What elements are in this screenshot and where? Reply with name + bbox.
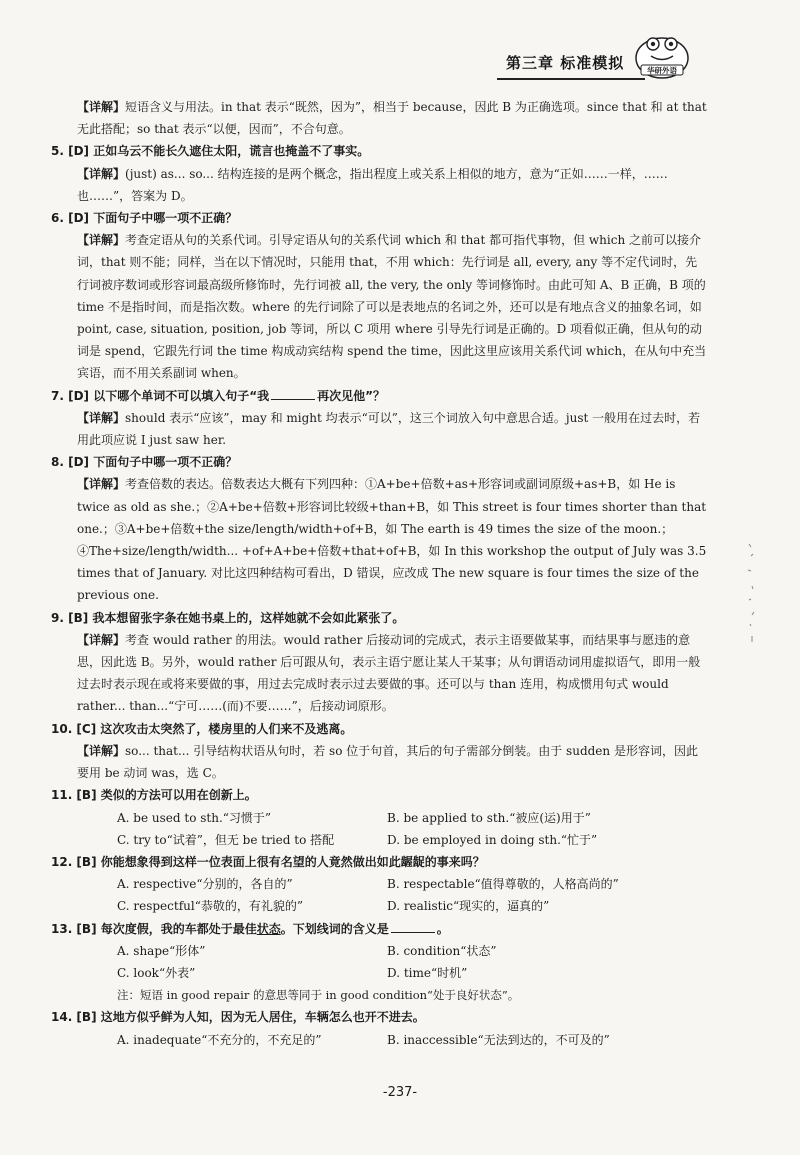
option-row: [55, 940, 707, 962]
option-b: B. be applied to sth.“被应(运)用于”: [387, 810, 591, 825]
logo-text: 华研外语: [647, 66, 677, 75]
fill-blank: [391, 920, 435, 933]
header-rule: [497, 78, 645, 80]
detail-text: 考查 would rather 的用法。would rather 后接动词的完成式，表示主语要做某事，而结果事与愿违的意思，因此选 B。另外，would rather 后可跟从句，表示主语宁愿让某人干某事；从句谓语动词用虚拟语气，即用一般过去时表示现在或将来要做的事，用过去完成时表示过去要做的事。还可以与 than 连用，构成惯用句式 would rather... than...“宁可……(而)不要……”，后接动词原形。: [77, 632, 701, 714]
detail-tag: 【详解】: [77, 100, 126, 114]
detail-paragraph-7: [55, 407, 707, 451]
publisher-logo-icon: [633, 30, 691, 82]
note-13: 注：短语 in good repair 的意思等同于 in good condition“处于良好状态”。: [117, 988, 520, 1003]
underlined-word: 状态: [256, 921, 281, 936]
option-row: [55, 962, 707, 984]
detail-tag: 【详解】: [77, 632, 126, 647]
item-head-6: 6. [D] 下面句子中哪一项不正确？: [51, 211, 238, 226]
option-c: C. look“外表”: [117, 965, 196, 980]
item-head-7-pre: 7. [D] 以下哪个单词不可以填入句子“我: [51, 388, 270, 403]
page-number: -237-: [382, 1085, 418, 1100]
option-a: A. respective“分别的，各自的”: [117, 877, 293, 892]
detail-paragraph-8: [55, 473, 707, 606]
item-head-11: 11. [B] 类似的方法可以用在创新上。: [51, 788, 257, 803]
option-row: [55, 873, 707, 895]
margin-scribble-marks: [743, 540, 761, 650]
detail-tag: 【详解】: [77, 233, 126, 248]
detail-tag: 【详解】: [77, 743, 126, 758]
detail-paragraph-9: [55, 629, 707, 718]
detail-text: 短语含义与用法。in that 表示“既然，因为”，相当于 because，因此 B 为正确选项。since that 和 at that 无此搭配；so that 表示“以便，因而”，不合句意。: [77, 100, 707, 137]
option-row: [55, 895, 707, 917]
item-head-7-post: 再次见他”？: [317, 388, 385, 403]
detail-text: 考查定语从句的关系代词。引导定语从句的关系代词 which 和 that 都可指代事物，但 which 之前可以接介词，that 则不能；同样，当在以下情况时，只能用 that，不用 which：先行词是 all, every, any 等不定代词时，先行词被序数词或形容词最高级所修饰时，先行词被 all, the very, the only 等词修饰时。由此可知 A、B 正确，B 项的 time 不是指时间，而是指次数。where 的先行词除了可以是表地点的名词之外，还可以是有地点含义的抽象名词，如 point, case, situation, position, job 等词，所以 C 项用 where 引导先行词是正确的。D 项看似正确，但从句的动词是 spend，它跟先行词 the time 构成动宾结构 spend the time，因此这里应该用关系代词 which，在从句中充当宾语，而不用关系副词 when。: [77, 233, 707, 381]
detail-tag: 【详解】: [77, 410, 126, 425]
detail-tag: 【详解】: [77, 166, 126, 181]
option-d: D. time“时机”: [387, 965, 468, 980]
period-mark: 。: [436, 921, 449, 936]
detail-paragraph-6: [55, 229, 707, 384]
option-c: C. try to“试着”，但无 be tried to 搭配: [117, 832, 335, 847]
item-head-13: [51, 918, 707, 940]
detail-tag: 【详解】: [77, 477, 126, 492]
detail-paragraph-5: [55, 163, 707, 207]
item-head-12: 12. [B] 你能想象得到这样一位表面上很有名望的人竟然做出如此龌龊的事来吗？: [51, 854, 485, 869]
option-b: B. inaccessible“无法到达的，不可及的”: [387, 1032, 610, 1047]
item-head-8: 8. [D] 下面句子中哪一项不正确？: [51, 455, 238, 470]
option-a: A. be used to sth.“习惯于”: [117, 810, 272, 825]
item-head-10: 10. [C] 这次攻击太突然了，楼房里的人们来不及逃离。: [51, 721, 353, 736]
item-head-14: 14. [B] 这地方似乎鲜为人知，因为无人居住，车辆怎么也开不进去。: [51, 1010, 425, 1025]
option-b: B. respectable“值得尊敬的，人格高尚的”: [387, 877, 619, 892]
item-head-5: 5. [D] 正如乌云不能长久遮住太阳，谎言也掩盖不了事实。: [51, 144, 370, 159]
option-d: D. be employed in doing sth.“忙于”: [387, 832, 598, 847]
page-header: [0, 0, 800, 82]
detail-text: 考查倍数的表达。倍数表达大概有下列四种：①A+be+倍数+as+形容词或副词原级+as+B，如 He is twice as old as she.；②A+be+倍数+形容词比较级+than+B，如 This street is four times shorter than that one.；③A+be+倍数+the size/length/width+of+B，如 The earth is 49 times the size of the moon.；④The+size/length/width... +of+A+be+倍数+that+of+B，如 In this workshop the output of July was 3.5 times that of January. 对比这四种结构可看出，D 错误，应改成 The new square is four times the size of the previous one.: [77, 477, 707, 603]
item-head-7: [51, 385, 707, 407]
option-row: [55, 829, 707, 851]
option-row: [55, 1029, 707, 1051]
option-row: [55, 807, 707, 829]
option-a: A. inadequate“不充分的，不充足的”: [117, 1032, 322, 1047]
option-b: B. condition“状态”: [387, 943, 497, 958]
detail-paragraph-10: [55, 740, 707, 784]
detail-paragraph-cont: [55, 96, 707, 140]
detail-text: should 表示“应该”，may 和 might 均表示“可以”，这三个词放入句中意思合适。just 一般用在过去时，若用此项应说 I just saw her.: [77, 410, 701, 448]
answer-content: [51, 96, 707, 1051]
detail-text: (just) as... so... 结构连接的是两个概念，指出程度上或关系上相似的地方，意为“正如……一样，……也……”，答案为 D。: [77, 166, 668, 203]
detail-text: so... that... 引导结构状语从句时，若 so 位于句首，其后的句子需部分倒装。由于 sudden 是形容词，因此要用 be 动词 was，选 C。: [77, 743, 698, 781]
item-head-9: 9. [B] 我本想留张字条在她书桌上的，这样她就不会如此紧张了。: [51, 610, 405, 625]
option-c: C. respectful“恭敬的，有礼貌的”: [117, 899, 303, 914]
option-a: A. shape“形体”: [117, 943, 206, 958]
option-d: D. realistic“现实的，逼真的”: [387, 899, 550, 914]
fill-blank: [271, 387, 315, 400]
item-head-13-post: 。下划线词的含义是: [280, 921, 389, 936]
item-head-13-pre: 13. [B] 每次度假，我的车都处于最佳: [51, 921, 257, 936]
chapter-title: 第三章 标准模拟: [506, 54, 625, 72]
